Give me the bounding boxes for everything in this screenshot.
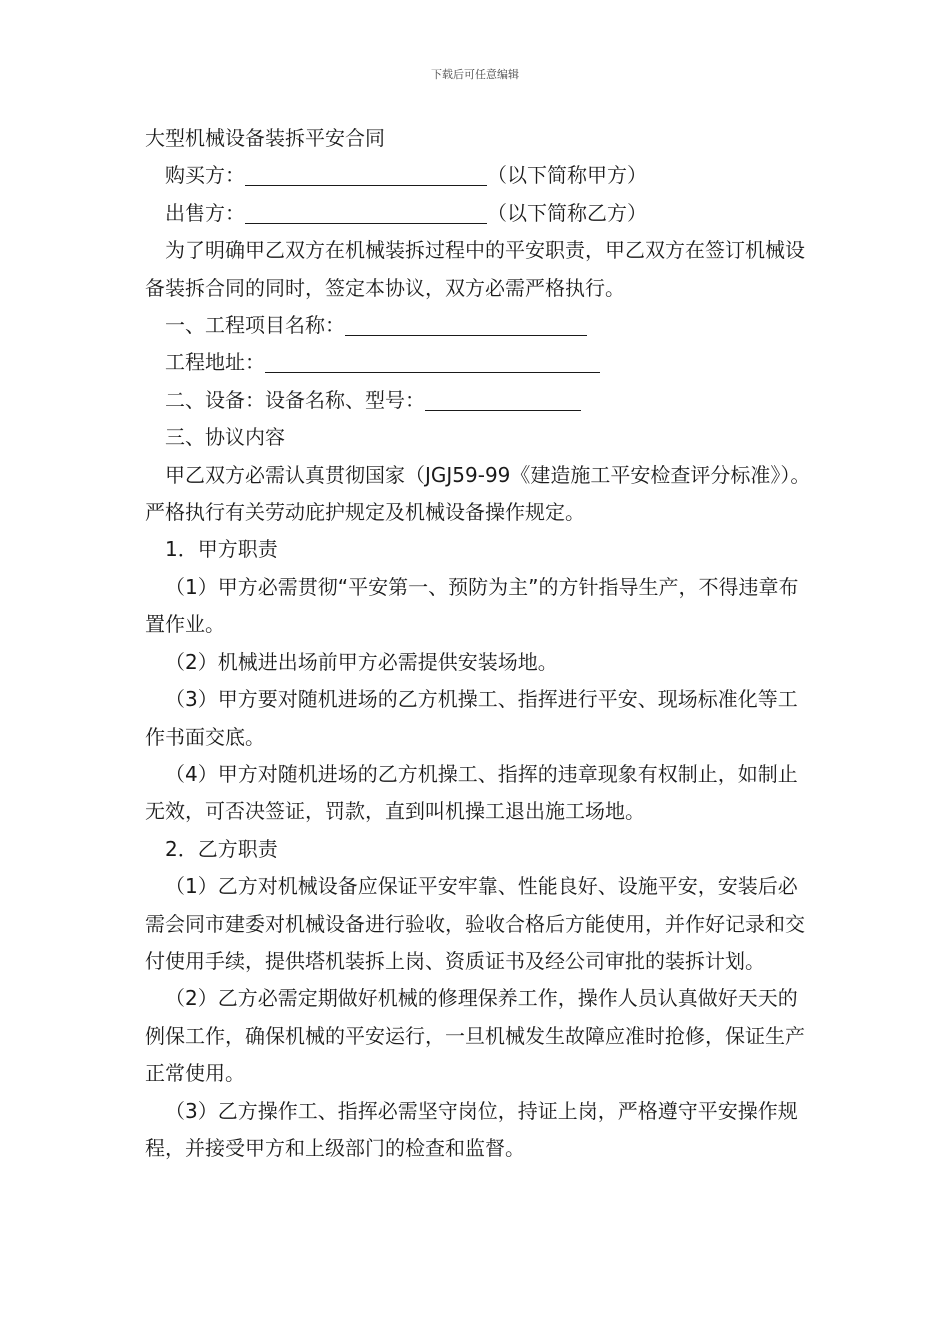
project-name-label: 一、工程项目名称： [165,313,345,338]
party-b-item: （2）乙方必需定期做好机械的修理保养工作，操作人员认真做好天天的例保工作，确保机械的平安运行，一旦机械发生故障应准时抢修，保证生产正常使用。 [145,986,805,1086]
equipment-label: 二、设备：设备名称、型号： [165,387,425,412]
party-a-item: （2）机械进出场前甲方必需提供安装场地。 [165,649,558,674]
document-body [145,120,813,1167]
seller-line [145,195,813,232]
buyer-suffix: （以下简称甲方） [487,163,647,188]
equipment-blank[interactable] [425,388,581,411]
buyer-blank[interactable] [245,163,487,186]
buyer-label: 购买方： [165,163,245,188]
party-b-heading: 2．乙方职责 [165,836,278,861]
project-address-line [145,344,813,381]
intro-paragraph: 为了明确甲乙双方在机械装拆过程中的平安职责，甲乙双方在签订机械设备装拆合同的同时，签定本协议，双方必需严格执行。 [145,238,805,300]
party-a-item: （4）甲方对随机进场的乙方机操工、指挥的违章现象有权制止，如制止无效，可否决签证，罚款，直到叫机操工退出施工场地。 [145,761,798,824]
party-a-heading: 1．甲方职责 [165,537,278,562]
party-b-item: （3）乙方操作工、指挥必需坚守岗位，持证上岗，严格遵守平安操作规程，并接受甲方和上级部门的检查和监督。 [145,1098,798,1160]
buyer-line [145,157,813,194]
seller-suffix: （以下简称乙方） [487,200,647,225]
page-header: 下载后可任意编辑 [431,68,519,81]
project-address-label: 工程地址： [165,350,265,375]
project-address-blank[interactable] [265,350,600,373]
party-a-item: （3）甲方要对随机进场的乙方机操工、指挥进行平安、现场标准化等工作书面交底。 [145,687,798,749]
seller-blank[interactable] [245,201,487,224]
equipment-line [145,382,813,419]
section3-heading: 三、协议内容 [165,425,285,450]
party-b-item: （1）乙方对机械设备应保证平安牢靠、性能良好、设施平安，安装后必需会同市建委对机械设备进行验收，验收合格后方能使用，并作好记录和交付使用手续，提供塔机装拆上岗、资质证书及经公司审批的装拆计划。 [145,874,805,973]
document-title: 大型机械设备装拆平安合同 [145,126,385,150]
project-name-line [145,307,813,344]
section3-paragraph: 甲乙双方必需认真贯彻国家（JGJ59-99《建造施工平安检查评分标准》）。严格执行有关劳动庇护规定及机械设备操作规定。 [145,462,811,525]
seller-label: 出售方： [165,200,245,225]
project-name-blank[interactable] [345,313,587,336]
party-a-item: （1）甲方必需贯彻“平安第一、预防为主”的方针指导生产，不得违章布置作业。 [145,574,799,637]
